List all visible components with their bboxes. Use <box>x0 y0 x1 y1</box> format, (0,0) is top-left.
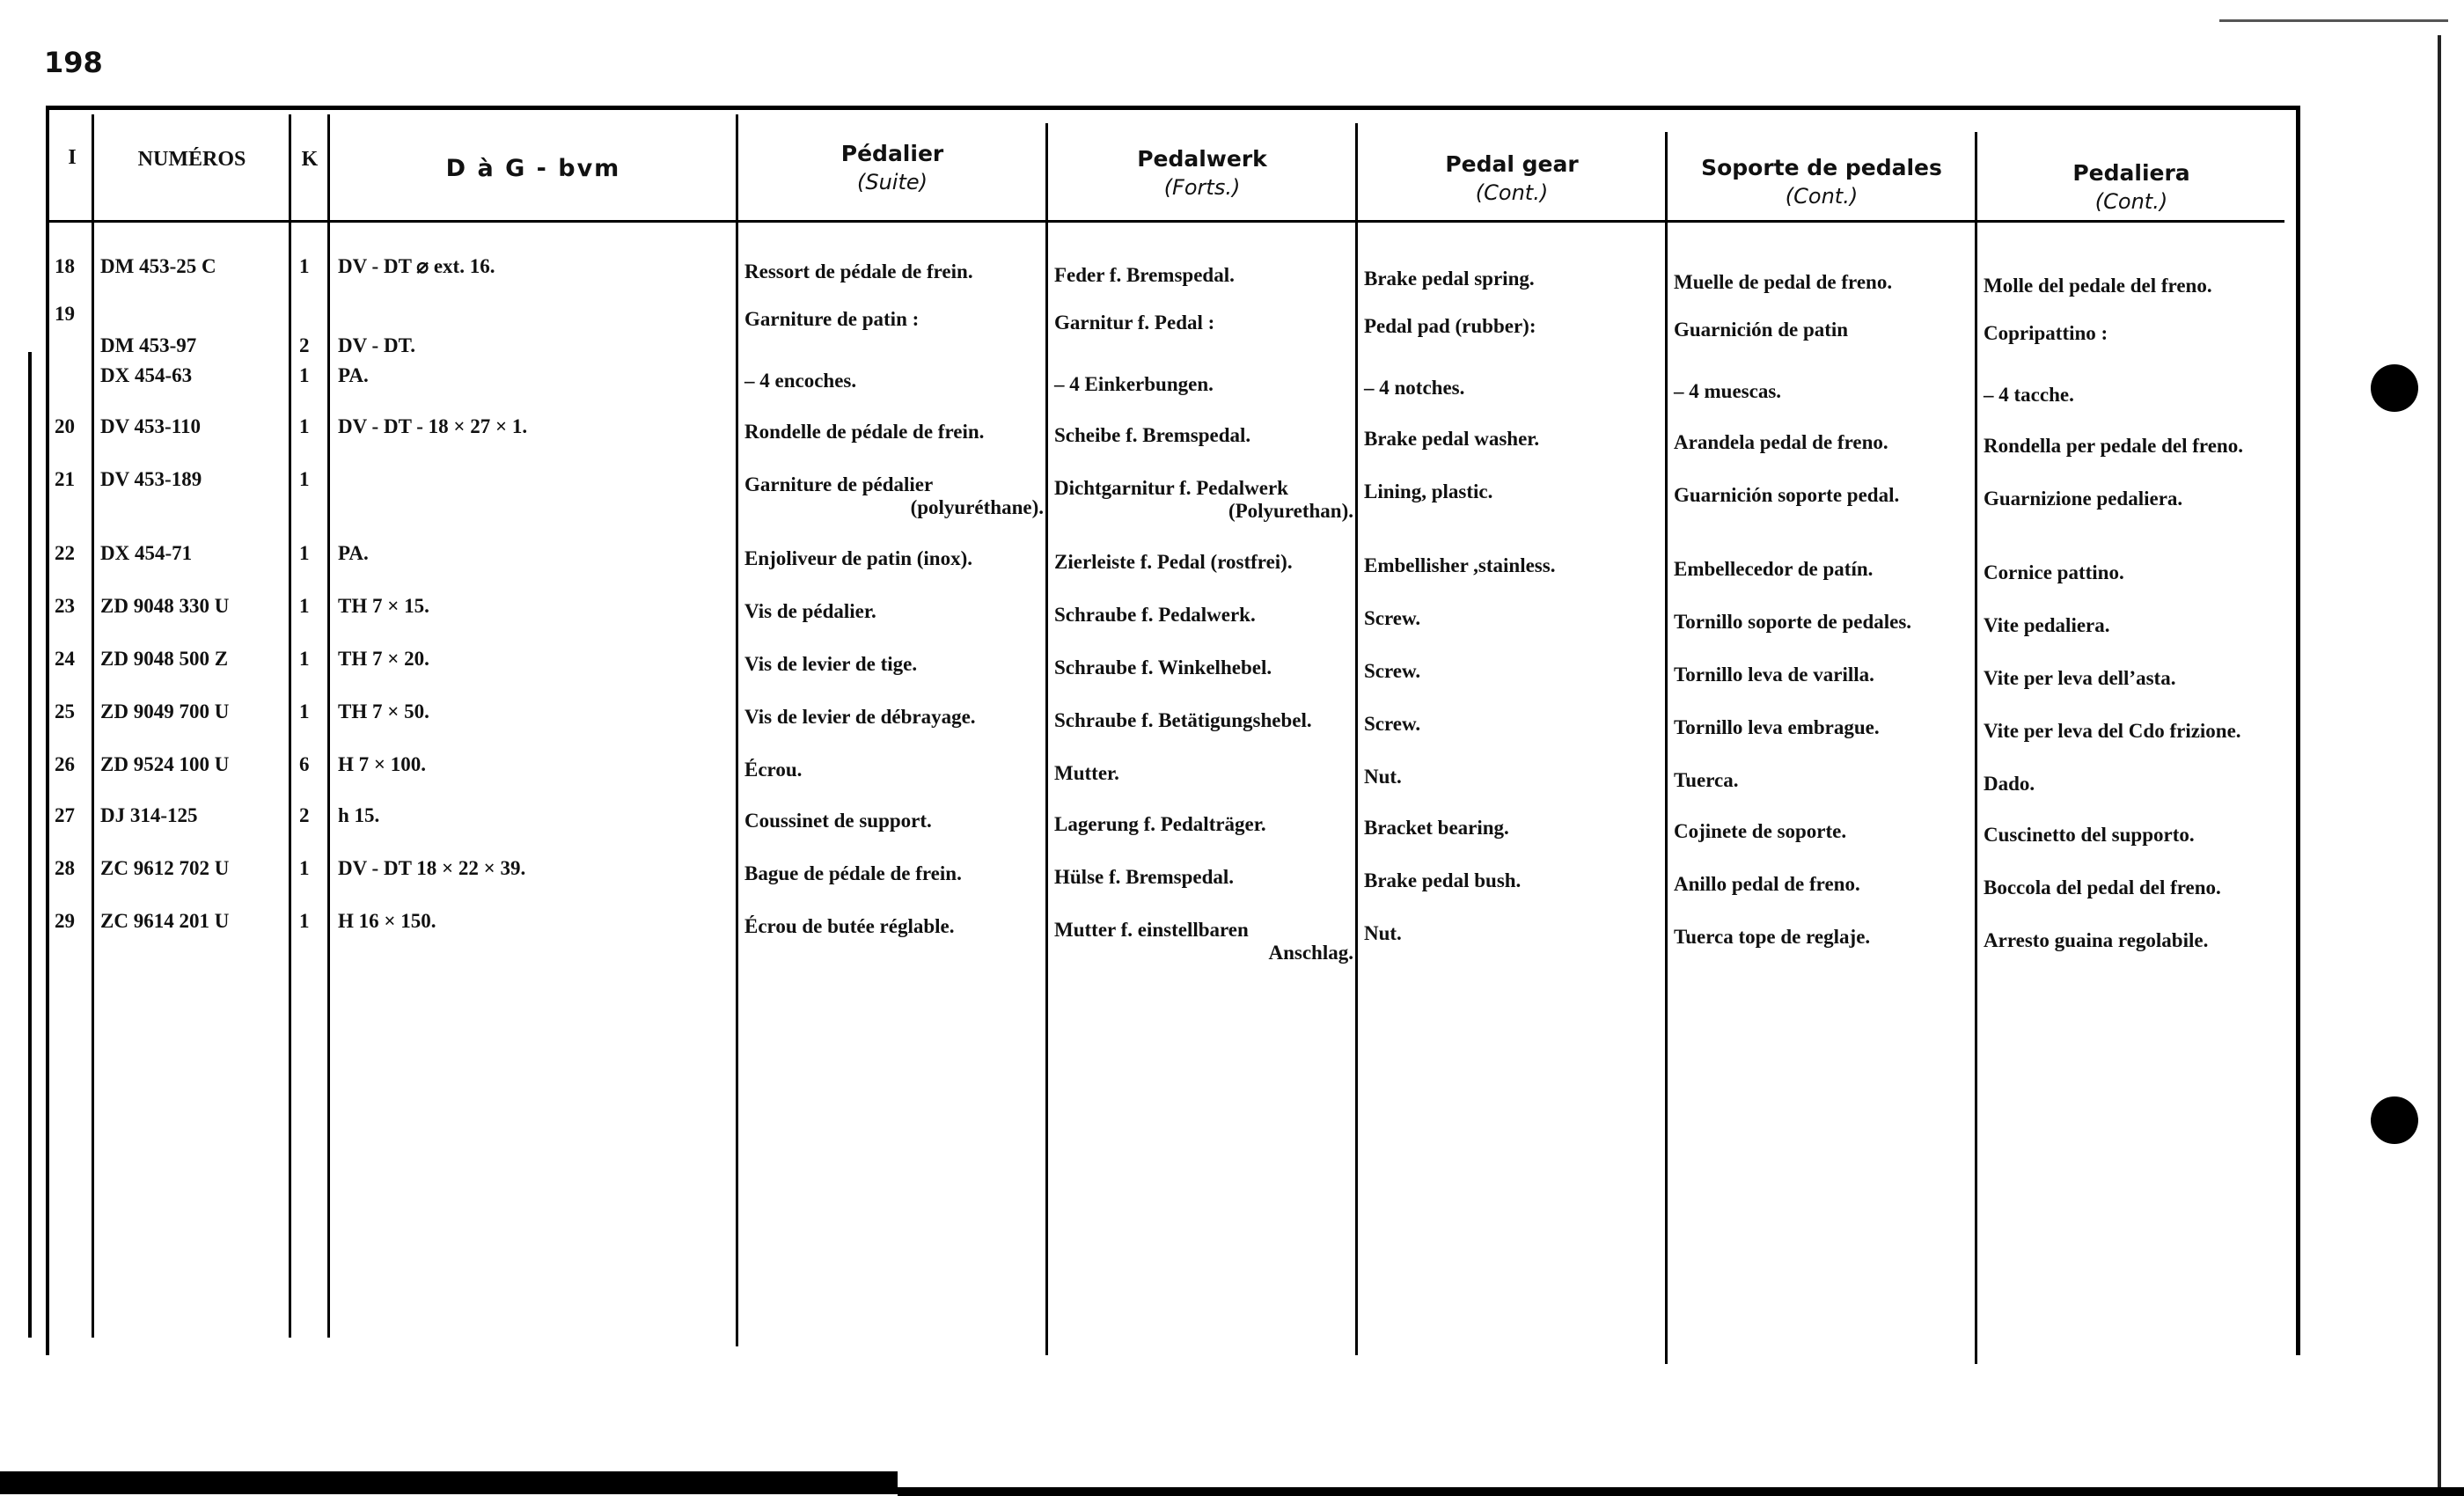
header-french-sub: (Suite) <box>856 170 928 194</box>
description-fr <box>744 547 972 570</box>
description-de <box>1054 709 1312 732</box>
description-en <box>1364 480 1492 503</box>
quantity-text: 1 <box>299 700 310 722</box>
description-fr <box>744 370 856 392</box>
part-number <box>100 700 229 723</box>
header-dag: D à G - bvm <box>445 155 621 182</box>
row-index <box>55 415 75 438</box>
description-it <box>1984 929 2208 952</box>
header-italian <box>1978 160 2284 214</box>
fitment-code <box>338 804 379 827</box>
fitment-code <box>338 415 527 438</box>
quantity-text: 1 <box>299 255 310 277</box>
description-es <box>1674 611 1911 634</box>
description-it-text: – 4 tacche. <box>1984 384 2074 406</box>
description-it <box>1984 435 2243 458</box>
part-number-text: ZD 9048 500 Z <box>100 648 229 670</box>
row-index-text: 24 <box>55 648 75 670</box>
description-it-text: Cornice pattino. <box>1984 561 2124 583</box>
quantity-text: 2 <box>299 334 310 356</box>
description-en-text: Bracket bearing. <box>1364 817 1509 839</box>
fitment-code-text: DV - DT. <box>338 334 415 356</box>
header-english-sub: (Cont.) <box>1475 180 1549 205</box>
part-number <box>100 542 192 565</box>
column-divider <box>736 114 738 1346</box>
quantity <box>299 255 310 278</box>
description-en <box>1364 766 1402 788</box>
page-number: 198 <box>44 46 103 79</box>
quantity-text: 1 <box>299 364 310 386</box>
header-french <box>739 141 1045 194</box>
description-it <box>1984 384 2074 407</box>
description-es-text: Cojinete de soporte. <box>1674 820 1847 842</box>
description-es-text: Muelle de pedal de freno. <box>1674 271 1893 293</box>
part-number-text: DM 453-97 <box>100 334 197 356</box>
table-left-edge <box>28 352 32 1338</box>
part-number <box>100 595 229 618</box>
scan-border <box>0 1471 898 1494</box>
quantity <box>299 648 310 671</box>
description-es-text: Guarnición de patin <box>1674 319 1849 341</box>
description-fr-text: Vis de pédalier. <box>744 600 876 622</box>
quantity <box>299 700 310 723</box>
header-spanish-sub: (Cont.) <box>1785 184 1859 209</box>
column-divider <box>289 114 291 1338</box>
header-spanish <box>1668 155 1975 209</box>
description-de <box>1054 656 1272 679</box>
description-en <box>1364 869 1521 892</box>
header-italian-sub: (Cont.) <box>2094 189 2168 214</box>
part-number <box>100 255 216 278</box>
description-es-text: Arandela pedal de freno. <box>1674 431 1888 453</box>
part-number <box>100 468 202 491</box>
description-fr-text: Vis de levier de débrayage. <box>744 706 976 728</box>
row-index <box>55 255 75 278</box>
header-english <box>1359 151 1665 205</box>
fitment-code-text: DV - DT 18 × 22 × 39. <box>338 857 526 879</box>
description-de <box>1054 813 1266 836</box>
fitment-code <box>338 255 495 278</box>
description-it <box>1984 824 2195 847</box>
row-index-text: 28 <box>55 857 75 879</box>
description-es <box>1674 271 1892 294</box>
description-fr <box>744 759 802 781</box>
description-de-text: Schraube f. Winkelhebel. <box>1054 656 1272 678</box>
description-es <box>1674 820 1846 843</box>
description-it-text: Vite per leva dell’asta. <box>1984 667 2176 689</box>
description-de <box>1054 373 1214 396</box>
description-en-text: Brake pedal washer. <box>1364 428 1540 450</box>
part-number <box>100 415 201 438</box>
description-it <box>1984 614 2110 637</box>
quantity <box>299 804 310 827</box>
header-spanish-title: Soporte de pedales <box>1701 155 1942 180</box>
column-divider <box>327 114 330 1338</box>
part-number-text: DV 453-189 <box>100 468 202 490</box>
quantity <box>299 468 310 491</box>
quantity-text: 1 <box>299 542 310 564</box>
description-en-text: Pedal pad (rubber): <box>1364 315 1536 337</box>
description-es <box>1674 873 1860 896</box>
description-fr <box>744 810 932 832</box>
description-fr-text: Écrou de butée réglable. <box>744 915 955 937</box>
part-number-text: ZD 9048 330 U <box>100 595 230 617</box>
description-de-text: Schraube f. Pedalwerk. <box>1054 604 1256 626</box>
description-en <box>1364 554 1555 577</box>
header-numbers: NUMÉROS <box>137 148 246 171</box>
row-index-text: 27 <box>55 804 75 826</box>
fitment-code <box>338 542 369 565</box>
description-es <box>1674 319 1848 341</box>
description-en <box>1364 268 1535 290</box>
description-fr <box>744 421 984 444</box>
quantity <box>299 364 310 387</box>
quantity <box>299 910 310 933</box>
fitment-code <box>338 364 369 387</box>
part-number <box>100 753 229 776</box>
description-en-text: Screw. <box>1364 660 1421 682</box>
description-de <box>1054 477 1353 523</box>
quantity <box>299 542 310 565</box>
part-number-text: ZC 9612 702 U <box>100 857 230 879</box>
description-it <box>1984 488 2182 510</box>
description-it <box>1984 275 2212 297</box>
description-it <box>1984 773 2035 796</box>
header-german-sub: (Forts.) <box>1163 175 1241 200</box>
fitment-code <box>338 648 429 671</box>
description-en <box>1364 428 1539 451</box>
fitment-code <box>338 700 429 723</box>
description-fr <box>744 915 955 938</box>
page-edge <box>2438 35 2441 1487</box>
description-en-text: Embellisher ,stainless. <box>1364 554 1556 576</box>
description-en-text: Brake pedal bush. <box>1364 869 1522 891</box>
description-es <box>1674 716 1880 739</box>
description-fr-text: Bague de pédale de frein. <box>744 862 962 884</box>
description-it <box>1984 322 2108 345</box>
description-it-text: Rondella per pedale del freno. <box>1984 435 2243 457</box>
quantity-text: 6 <box>299 753 310 775</box>
description-es <box>1674 664 1874 686</box>
description-en-text: Lining, plastic. <box>1364 480 1493 502</box>
header-german-title: Pedalwerk <box>1137 146 1267 172</box>
binder-hole <box>2371 1096 2418 1144</box>
description-en-text: Brake pedal spring. <box>1364 268 1535 290</box>
column-divider <box>1975 132 1977 1364</box>
quantity <box>299 415 310 438</box>
quantity-text: 2 <box>299 804 310 826</box>
description-de-continuation: (Polyurethan). <box>1228 500 1353 522</box>
row-index-text: 23 <box>55 595 75 617</box>
description-fr <box>744 706 976 729</box>
description-de-text: Zierleiste f. Pedal (rostfrei). <box>1054 551 1293 573</box>
header-french-title: Pédalier <box>840 141 944 166</box>
description-fr-text: Garniture de patin : <box>744 308 920 330</box>
description-it-text: Cuscinetto del supporto. <box>1984 824 2195 846</box>
description-de-text: Mutter. <box>1054 762 1119 784</box>
description-es-text: Tornillo soporte de pedales. <box>1674 611 1912 633</box>
part-number <box>100 648 228 671</box>
description-de-text: Schraube f. Betätigungshebel. <box>1054 709 1312 731</box>
quantity-text: 1 <box>299 857 310 879</box>
row-index-text: 21 <box>55 468 75 490</box>
description-de-text: Dichtgarnitur f. Pedalwerk <box>1054 477 1288 499</box>
part-number-text: DM 453-25 C <box>100 255 216 277</box>
description-de <box>1054 866 1234 889</box>
row-index <box>55 857 75 880</box>
description-it <box>1984 561 2124 584</box>
description-fr <box>744 600 876 623</box>
fitment-code <box>338 595 429 618</box>
description-en <box>1364 377 1464 400</box>
description-de-text: Mutter f. einstellbaren <box>1054 919 1249 941</box>
fitment-code-text: PA. <box>338 542 369 564</box>
description-de <box>1054 424 1250 447</box>
row-index-text: 19 <box>55 303 75 325</box>
description-it-text: Copripattino : <box>1984 322 2108 344</box>
description-es-text: Tornillo leva de varilla. <box>1674 664 1874 686</box>
description-es-text: Anillo pedal de freno. <box>1674 873 1860 895</box>
description-fr <box>744 653 917 676</box>
description-en-text: Screw. <box>1364 607 1421 629</box>
description-it-text: Boccola del pedal del freno. <box>1984 876 2221 898</box>
header-german <box>1049 146 1355 200</box>
part-number <box>100 364 192 387</box>
description-en <box>1364 922 1402 945</box>
description-de <box>1054 551 1293 574</box>
description-es-text: Guarnición soporte pedal. <box>1674 484 1900 506</box>
description-fr-text: Garniture de pédalier <box>744 473 934 495</box>
row-index <box>55 648 75 671</box>
description-fr-text: – 4 encoches. <box>744 370 857 392</box>
description-fr-continuation: (polyuréthane). <box>910 496 1044 518</box>
row-index <box>55 542 75 565</box>
description-es-text: Tornillo leva embrague. <box>1674 716 1880 738</box>
row-index <box>55 595 75 618</box>
description-de-text: Scheibe f. Bremspedal. <box>1054 424 1251 446</box>
description-en-text: – 4 notches. <box>1364 377 1465 399</box>
fitment-code-text: H 7 × 100. <box>338 753 426 775</box>
top-rule <box>2219 19 2448 22</box>
part-number-text: DX 454-71 <box>100 542 193 564</box>
fitment-code-text: TH 7 × 15. <box>338 595 429 617</box>
description-it-text: Arresto guaina regolabile. <box>1984 929 2209 951</box>
quantity-text: 1 <box>299 595 310 617</box>
description-de-text: Lagerung f. Pedalträger. <box>1054 813 1266 835</box>
part-number-text: DV 453-110 <box>100 415 201 437</box>
fitment-code-text: h 15. <box>338 804 380 826</box>
description-es <box>1674 769 1738 792</box>
description-fr-text: Enjoliveur de patin (inox). <box>744 547 972 569</box>
description-de <box>1054 264 1235 287</box>
description-de <box>1054 604 1256 627</box>
quantity <box>299 753 310 776</box>
fitment-code <box>338 334 415 357</box>
row-index-text: 20 <box>55 415 75 437</box>
description-en <box>1364 817 1509 840</box>
row-index <box>55 468 75 491</box>
description-fr <box>744 862 962 885</box>
quantity-text: 1 <box>299 415 310 437</box>
description-fr <box>744 260 973 283</box>
description-fr-text: Écrou. <box>744 759 803 781</box>
row-index-text: 26 <box>55 753 75 775</box>
column-divider <box>1045 123 1048 1355</box>
part-number-text: DX 454-63 <box>100 364 193 386</box>
fitment-code-text: DV - DT ⌀ ext. 16. <box>338 255 495 277</box>
scan-border <box>898 1487 2464 1496</box>
description-it <box>1984 667 2175 690</box>
description-en <box>1364 660 1420 683</box>
description-de <box>1054 312 1214 334</box>
row-index-text: 25 <box>55 700 75 722</box>
part-number-text: ZD 9524 100 U <box>100 753 230 775</box>
description-es <box>1674 558 1873 581</box>
description-fr <box>744 473 1044 519</box>
column-divider <box>1665 132 1668 1364</box>
description-es-text: Tuerca. <box>1674 769 1739 791</box>
description-it-text: Dado. <box>1984 773 2035 795</box>
quantity <box>299 334 310 357</box>
part-number-text: ZC 9614 201 U <box>100 910 230 932</box>
description-it-text: Molle del pedale del freno. <box>1984 275 2212 297</box>
description-es-text: Embellecedor de patín. <box>1674 558 1874 580</box>
part-number <box>100 857 229 880</box>
header-k: K <box>301 148 319 171</box>
quantity-text: 1 <box>299 468 310 490</box>
part-number <box>100 804 198 827</box>
fitment-code <box>338 910 436 933</box>
fitment-code-text: H 16 × 150. <box>338 910 436 932</box>
description-en <box>1364 713 1420 736</box>
description-de-continuation: Anschlag. <box>1268 942 1353 964</box>
part-number-text: ZD 9049 700 U <box>100 700 230 722</box>
fitment-code <box>338 753 426 776</box>
part-number-text: DJ 314-125 <box>100 804 198 826</box>
quantity-text: 1 <box>299 910 310 932</box>
row-index-text: 18 <box>55 255 75 277</box>
description-en-text: Nut. <box>1364 922 1402 944</box>
part-number <box>100 334 196 357</box>
description-it-text: Guarnizione pedaliera. <box>1984 488 2183 510</box>
header-italian-title: Pedaliera <box>2072 160 2190 186</box>
description-de-text: Hülse f. Bremspedal. <box>1054 866 1235 888</box>
row-index <box>55 700 75 723</box>
header-english-title: Pedal gear <box>1445 151 1579 177</box>
row-index-text: 29 <box>55 910 75 932</box>
row-index <box>55 753 75 776</box>
description-de <box>1054 919 1353 964</box>
quantity-text: 1 <box>299 648 310 670</box>
description-fr-text: Rondelle de pédale de frein. <box>744 421 985 443</box>
description-en <box>1364 315 1536 338</box>
fitment-code-text: DV - DT - 18 × 27 × 1. <box>338 415 528 437</box>
row-index <box>55 303 75 326</box>
description-fr-text: Vis de levier de tige. <box>744 653 918 675</box>
fitment-code-text: PA. <box>338 364 369 386</box>
fitment-code <box>338 857 525 880</box>
description-de-text: Garnitur f. Pedal : <box>1054 312 1215 334</box>
description-fr-text: Ressort de pédale de frein. <box>744 260 973 282</box>
description-en-text: Screw. <box>1364 713 1421 735</box>
description-it-text: Vite per leva del Cdo frizione. <box>1984 720 2241 742</box>
fitment-code-text: TH 7 × 20. <box>338 648 429 670</box>
description-de <box>1054 762 1119 785</box>
description-es <box>1674 484 1899 507</box>
column-divider <box>92 114 94 1338</box>
description-es <box>1674 380 1781 403</box>
description-es <box>1674 926 1870 949</box>
row-index-text: 22 <box>55 542 75 564</box>
fitment-code-text: TH 7 × 50. <box>338 700 429 722</box>
header-rule <box>49 220 2284 223</box>
description-es-text: – 4 muescas. <box>1674 380 1782 402</box>
description-fr <box>744 308 919 331</box>
description-it <box>1984 876 2221 899</box>
header-index: I <box>68 146 77 169</box>
description-de-text: Feder f. Bremspedal. <box>1054 264 1235 286</box>
description-en-text: Nut. <box>1364 766 1402 788</box>
part-number <box>100 910 229 933</box>
quantity <box>299 857 310 880</box>
description-it-text: Vite pedaliera. <box>1984 614 2110 636</box>
description-de-text: – 4 Einkerbungen. <box>1054 373 1214 395</box>
description-fr-text: Coussinet de support. <box>744 810 932 832</box>
description-es-text: Tuerca tope de reglaje. <box>1674 926 1871 948</box>
row-index <box>55 910 75 933</box>
row-index <box>55 804 75 827</box>
description-it <box>1984 720 2241 743</box>
column-divider <box>1355 123 1358 1355</box>
quantity <box>299 595 310 618</box>
description-es <box>1674 431 1888 454</box>
description-en <box>1364 607 1420 630</box>
binder-hole <box>2371 364 2418 412</box>
